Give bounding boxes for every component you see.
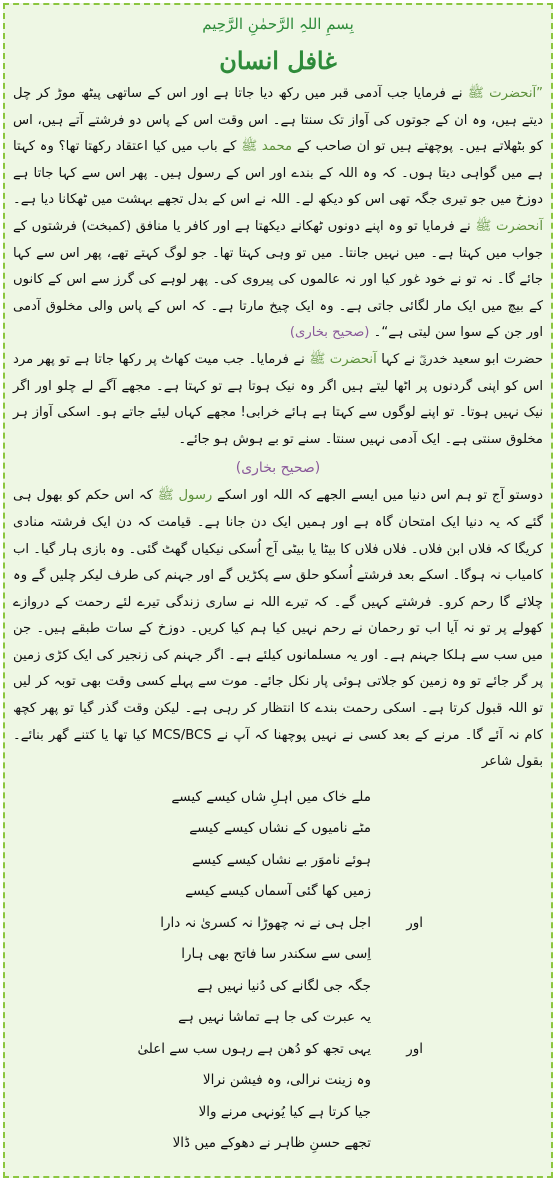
article-body [5, 81, 551, 776]
verse-text: اِسی سے سکندر سا فاتح بھی ہارا [181, 946, 371, 963]
verse-text: جیا کرتا ہے کیا یُونہی مرنے والا [198, 1103, 371, 1120]
poem-verse [5, 1065, 551, 1097]
honorific-name: محمد ﷺ [241, 139, 293, 155]
paragraph-address [13, 483, 543, 776]
honorific-name: رسول ﷺ [157, 488, 213, 504]
verse-conjunction: اور [406, 914, 423, 931]
reference-text: (صحیح بخاری) [289, 325, 370, 341]
verse-text: جگہ جی لگانے کی دُنیا نہیں ہے [197, 977, 371, 994]
paragraph-text: کہ اس حکم کو بھول ہی گئے کہ یہ دنیا ایک امتحان گاہ ہے اور ہمیں ایک دن جانا ہے۔ قیامت کہ دن ایک فرشتہ منادی کریگا کہ فلاں ابن فلاں۔ فلاں فلاں کا بیٹا یا بیٹی آج اُسکی نیکیاں گھٹ گئی۔ وہ بازی ہار گیا۔ اب کامیاب نہ ہوگا۔ اسکے بعد فرشتے اُسکو حلق سے پکڑیں گے اور جہنم کی طرف لیکر چلیں گے وہ چلائے گا رحم کرو۔ فرشتے کہیں گے۔ کہ تیرے اللہ نے ساری زندگی تیرے لئے رحمت کے دروازے کھولے پر تو نہ آیا اب تو رحمان نے رحم نہیں کیا ہم کیا کریں۔ دوزخ کے سات طبقے ہیں۔ جن میں سب سے ہلکا جہنم ہے۔ اور یہ مسلمانوں کیلئے ہے۔ اگر جہنم کی زنجیر کی ایک کڑی زمین پر گر جائے تو وہ زمین کو جلاتی ہوئی پار نکل جائے۔ موت سے پہلے کسی وقت بھی توبہ کر لیں تو اللہ قبول کرتا ہے۔ اسکی رحمت بندے کا انتظار کر رہی ہے۔ لیکن وقت گذر گیا تو پھر کچھ کام نہ آئے گا۔ مرنے کے بعد کسی نے نہیں پوچھنا کہ آپ نے MCS/BCS کیا تھا یا کتنے گھر بنائے۔ بقول شاعر [13, 488, 543, 770]
poem-verse [5, 1097, 551, 1129]
honorific-name: آنحضرت ﷺ [309, 351, 377, 367]
verse-text: ملے خاک میں اہلِ شاں کیسے کیسے [171, 788, 371, 805]
poem-verse [5, 845, 551, 877]
verse-text: یہی تجھ کو دُھن ہے رہوں سب سے اعلیٰ [137, 1040, 371, 1057]
paragraph-text: نے فرمایا۔ جب میت کھاٹ پر رکھا جاتا ہے تو پھر مرد اس کو اپنی گردنوں پر اٹھا لیتے ہیں اگر وہ نیک ہوتا ہے تو کہتا ہے۔ مجھے آگے لے چلو اور اگر نیک نہیں ہوتا۔ تو اپنے لوگوں سے کہتا ہے ہائے خرابی! مجھے کہاں لیئے جاتے ہو۔ اسکی آواز ہر مخلوق سنتی ہے۔ ایک آدمی نہیں سنتا۔ سنے تو بے ہوش ہو جائے۔ [13, 351, 543, 447]
honorific-name: ”آنحضرت ﷺ [467, 86, 543, 101]
paragraph-text: کے باب میں کیا اعتقاد رکھتا تھا؟ وہ کہتا ہے میں گواہی دیتا ہوں۔ کہ وہ اللہ کے بندے اور اس کے رسول ہیں۔ پھر اس سے کہا جاتا ہے دوزخ میں جو تیری جگہ تھی اس کو دیکھ لے۔ اللہ نے اس کے بدل تجھے بہشت میں ٹھکانا دیا ہے۔ [13, 139, 543, 208]
verse-text: وہ زینت نرالی، وہ فیشن نرالا [202, 1072, 371, 1089]
poem-verse [5, 908, 551, 940]
poem [5, 782, 551, 1160]
verse-text: زمیں کھا گئی آسماں کیسے کیسے [185, 883, 371, 900]
verse-text: تجھے حسنِ ظاہر نے دھوکے میں ڈالا [172, 1135, 371, 1152]
poem-verse [5, 1128, 551, 1160]
poem-verse [5, 1002, 551, 1034]
reference-sahih-bukhari: (صحیح بخاری) [235, 460, 321, 477]
verse-conjunction: اور [406, 1040, 423, 1057]
poem-verse [5, 1034, 551, 1066]
paragraph-text: حضرت ابو سعید خدریؓ نے کہا [376, 351, 544, 367]
verse-text: یہ عبرت کی جا ہے تماشا نہیں ہے [178, 1009, 371, 1026]
verse-text: مٹے نامیوں کے نشاں کیسے کیسے [189, 820, 371, 837]
page-frame [3, 3, 553, 1178]
paragraph-text: دوستو آج تو ہم اس دنیا میں ایسے الجھے کہ اللہ اور اسکے [212, 488, 543, 504]
poem-verse [5, 876, 551, 908]
verse-text: اجل ہی نے نہ چھوڑا نہ کسریٰ نہ دارا [160, 914, 371, 931]
paragraph-text: نے فرمایا تو وہ اپنے دونوں ٹھکانے دیکھتا ہے اور کافر یا منافق (کمبخت) فرشتوں کے جواب میں کہتا ہے۔ میں نہیں جانتا۔ میں تو وہی کہتا تھا۔ جو لوگ کہتے تھے، پھر اس سے کہا جائے گا۔ نہ تو نے خود غور کیا اور نہ عالموں کی پیروی کی۔ پھر لوہے کی گرز سے اس کے کانوں کے بیچ میں ایک مار لگائی جاتی ہے۔ وہ ایک چیخ مارتا ہے۔ کہ اس کے پاس والی مخلوق آدمی اور جن کے سوا سن لیتی ہے“۔ [13, 218, 543, 341]
poem-verse [5, 939, 551, 971]
paragraph-bier [13, 347, 543, 453]
paragraph-text: نے فرمایا جب آدمی قبر میں رکھ دیا جاتا ہے اور اس کے ساتھی پیٹھ موڑ کر چل دیتے ہیں، وہ ان کے جوتوں کی آواز تک سنتا ہے۔ اس وقت اس کے پاس دو فرشتے آتے ہیں، اس کو بٹھلاتے ہیں۔ پوچھتے ہیں تو ان صاحب کے [13, 86, 543, 155]
paragraph-grave [13, 81, 543, 347]
verse-text: ہوئے ناموَر بے نشاں کیسے کیسے [191, 851, 371, 868]
poem-verse [5, 971, 551, 1003]
page-title: غافل انسان [219, 46, 337, 75]
honorific-name: آنحضرت ﷺ [475, 218, 543, 234]
poem-verse [5, 813, 551, 845]
poem-verse [5, 782, 551, 814]
bismillah: بِسمِ اللہِ الرَّحمٰنِ الرَّحِیم [202, 15, 354, 33]
